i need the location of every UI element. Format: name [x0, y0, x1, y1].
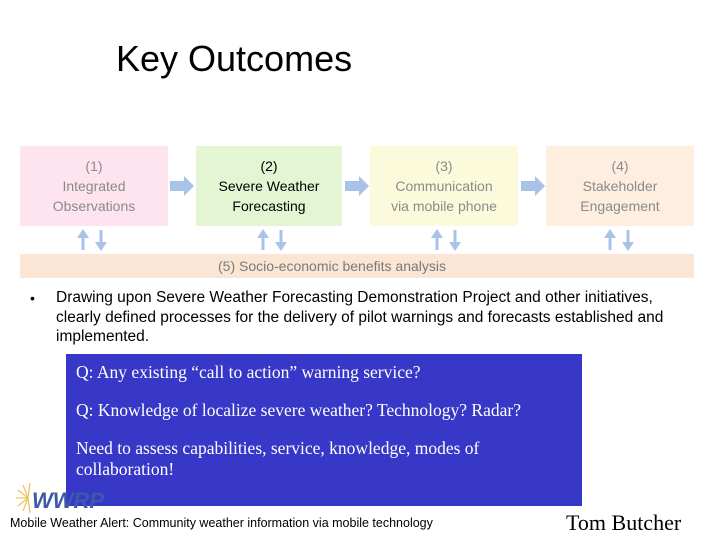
- logo-text: WWRP: [32, 488, 104, 513]
- author-name: Tom Butcher: [566, 510, 682, 535]
- wwrp-logo: [14, 480, 104, 516]
- assessment-note: Need to assess capabilities, service, knowledge, modes of collaboration!: [76, 438, 480, 479]
- question-box: [66, 354, 582, 506]
- arrow-right-icon: [521, 176, 545, 196]
- footer-caption: Mobile Weather Alert: Community weather information via mobile technology: [10, 516, 433, 530]
- outcome-box-forecasting: (2) Severe Weather Forecasting: [196, 146, 342, 226]
- question-call-to-action: Q: Any existing “call to action” warning service?: [76, 362, 421, 382]
- outcome-box-engagement: (4) Stakeholder Engagement: [546, 146, 694, 226]
- up-down-arrows-icon: [257, 229, 287, 251]
- outcome-box-observations: (1) Integrated Observations: [20, 146, 168, 226]
- arrow-right-icon: [345, 176, 369, 196]
- benefits-bar-label: (5) Socio-economic benefits analysis: [218, 258, 446, 274]
- bullet-marker: •: [30, 290, 35, 306]
- up-down-arrows-icon: [431, 229, 461, 251]
- arrow-right-icon: [170, 176, 194, 196]
- up-down-arrows-icon: [604, 229, 634, 251]
- bullet-text: Drawing upon Severe Weather Forecasting Demonstration Project and other initiatives, clearly defined processes for the delivery of pilot warnings and forecasts established and implemented.: [56, 289, 664, 345]
- question-localized-weather: Q: Knowledge of localize severe weather? Technology? Radar?: [76, 400, 521, 420]
- up-down-arrows-icon: [77, 229, 107, 251]
- outcome-box-communication: (3) Communication via mobile phone: [370, 146, 518, 226]
- slide-title: Key Outcomes: [116, 38, 353, 79]
